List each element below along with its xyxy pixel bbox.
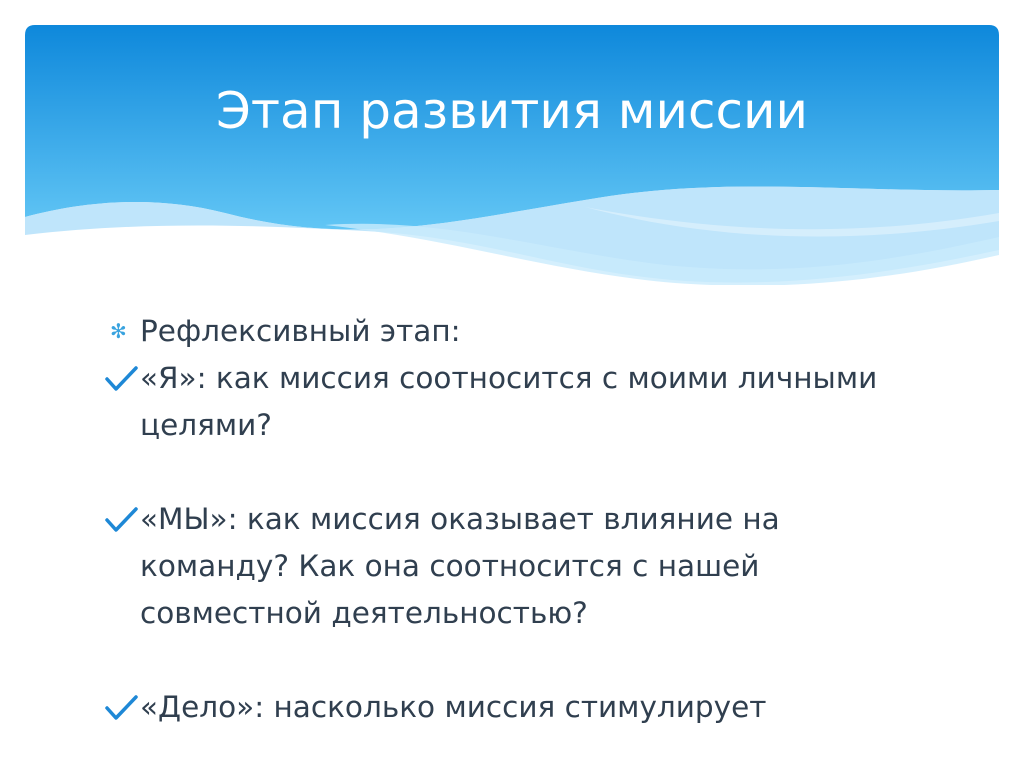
bullet-list: [104, 308, 904, 731]
list-item-text: «МЫ»: как миссия оказывает влияние на команду? Как она соотносится с нашей совместной деятельностью?: [140, 502, 780, 630]
list-item: [104, 684, 904, 731]
checkmark-icon: [104, 496, 140, 543]
list-item: [104, 496, 904, 637]
checkmark-icon: [104, 355, 140, 402]
list-item: [104, 355, 904, 449]
header-banner: [25, 25, 999, 285]
wave-background: [25, 25, 999, 285]
list-item-text: Рефлексивный этап:: [140, 314, 461, 348]
list-item: [104, 308, 904, 355]
asterisk-bullet-icon: ✻: [110, 319, 127, 343]
slide-title: Этап развития миссии: [216, 82, 808, 140]
checkmark-icon: [104, 684, 140, 731]
list-item-text: «Дело»: насколько миссия стимулирует: [140, 690, 767, 724]
list-item-text: «Я»: как миссия соотносится с моими личными целями?: [140, 361, 878, 442]
